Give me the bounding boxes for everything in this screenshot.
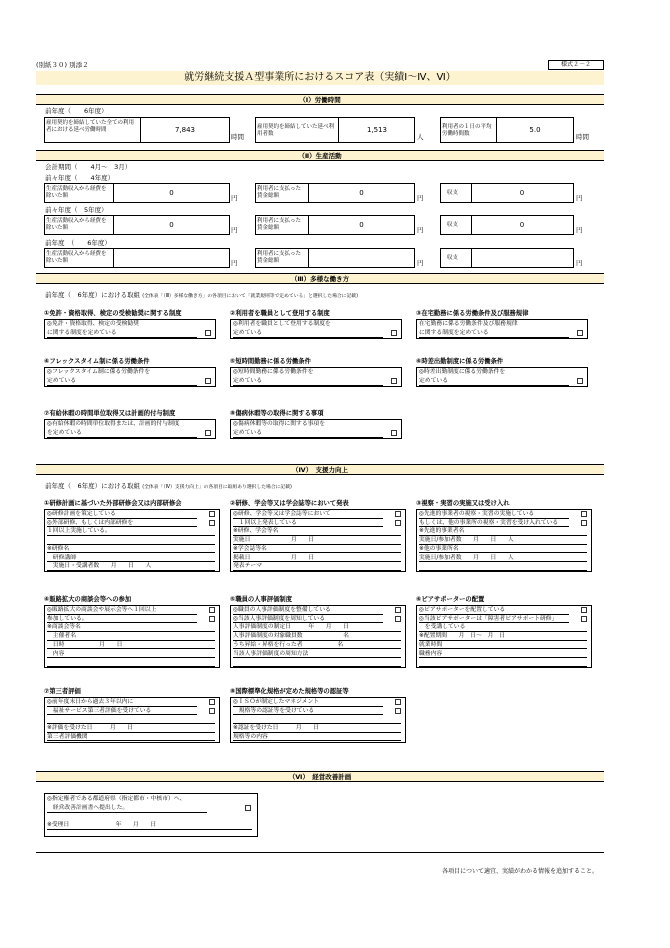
s1-field-1-value: 7,843 [174,126,196,134]
field-text: ※評価を受けた日 月 日 [47,724,215,733]
s4-item-checkbox[interactable] [581,520,587,526]
field-text: 第三者評価機関 [47,733,215,742]
s3-item-box [230,367,402,387]
s2-field-a [44,215,230,235]
field-text: 実施日・受講者数 月 日 人 [47,562,215,571]
s3-item-title: ②利用者を職員として登用する制度 [230,310,330,317]
s3-item-checkbox[interactable] [391,330,397,336]
s4-item-checkbox[interactable] [395,708,401,714]
s4-item-box [44,697,220,743]
s3-item-box [416,367,588,387]
field-text: 前年度（ 6年度）における取組 [45,482,141,490]
field-text: ◎研修計画を策定している [47,510,197,519]
s4-item-box [416,509,592,572]
field-text: ◎指定権者である都道府県（指定都市・中核市）へ、 [47,796,186,802]
field-text: 掲載日 月 日 [233,554,401,563]
s1-field-3 [440,117,574,143]
s3-item-box [44,367,216,387]
field-text: ◎時差出勤制度に係る労働条件を [419,369,506,375]
field-text: ◎利用者を職員として登用する制度を [233,321,331,327]
s4-item-box [230,605,406,668]
field-text: 円 [417,226,424,234]
field-text: 規格等の内容 [233,733,401,742]
s3-item-title: ⑤短時間勤務に係る労働条件 [230,358,311,365]
s2-field-c [440,215,574,235]
field-text [233,658,401,667]
field-text: 参加している。 [47,615,197,624]
field-text: 人事評価制度の対象職員数 名 [233,632,401,641]
field-text: を受講している [419,623,587,632]
field-text: ◎外部研修、もしくは内部研修を [47,519,197,528]
field-text: 実施日/参加者数 月 日 人 [419,554,587,563]
field-text: １回以上発表している [233,519,383,528]
field-text: ◎短時間勤務に係る労働条件を [233,369,314,375]
s4-item-checkbox[interactable] [581,511,587,517]
attachment-note: (別紙３０) 別添２ [36,61,89,69]
field-text: 前年度（ 6年度）における取組 [45,291,141,299]
field-text: 定めている [47,377,197,386]
field-text: を定めている [47,429,197,438]
field-text [47,715,215,724]
s2-row-year: 前々年度（ 4年度） [45,174,115,182]
field-text: 円 [417,194,424,202]
field-text: 定めている [233,429,383,438]
field-text: 時間 [231,133,244,141]
field-text: 円 [231,194,238,202]
field-text: ※受理日 年 月 日 [47,821,252,830]
field-text: ◎ピアサポーターを配置している [419,606,569,615]
field-text [47,658,215,667]
field-text: ※他の事業所名 [419,545,587,554]
field-text: 生産活動収入から経費を除いた額 [46,186,107,199]
field-text: 定めている [419,377,569,386]
field-text: 円 [231,226,238,234]
s4-item-title: ①研修計画に基づいた外部研修会又は内部研修会 [44,500,182,507]
field-text: ◎職員の人事評価制度を整備している [233,606,383,615]
field-text: 生産活動収入から経費を除いた額 [46,218,107,231]
s4-item-checkbox[interactable] [209,699,215,705]
section-head-3: （Ⅲ）多様な働き方 [36,273,604,284]
s3-item-checkbox[interactable] [391,430,397,436]
s4-item-checkbox[interactable] [209,511,215,517]
field-text: に関する制度を定めている [419,329,569,338]
s2-field-b [255,215,415,235]
field-text: 生産活動収入から経費を除いた額 [46,251,107,264]
s4-item-checkbox[interactable] [209,708,215,714]
field-text: ※商談会等名 [47,623,215,632]
s4-item-checkbox[interactable] [395,607,401,613]
field-text: ◎有給休暇の時間単位取得または、計画的付与制度 [47,421,180,427]
field-text: 0 [169,221,174,229]
field-text: 0 [519,221,525,229]
field-text: １回以上実施している。 [47,527,215,536]
field-text: 0 [519,189,525,197]
s4-item-checkbox[interactable] [209,607,215,613]
field-text: 実施日/参加者数 月 日 人 [419,536,587,545]
field-text: 利用者に支払った賃金総額 [257,218,302,231]
field-text: 0 [359,189,364,197]
s4-item-title: ③視察・実習の実施又は受け入れ [416,500,510,507]
s3-item-checkbox[interactable] [205,330,211,336]
s2-period: 会計期間（ 4月～ 3月） [45,163,132,171]
field-text [419,658,587,667]
field-text: 人 [417,133,424,141]
s4-item-title: ⑧国際標準化規格が定めた規格等の認証等 [230,688,349,695]
field-text: 研修講師 [47,554,215,563]
s4-item-checkbox[interactable] [209,616,215,622]
s2-field-a [44,183,230,203]
s3-item-checkbox[interactable] [205,378,211,384]
field-text: 定めている [233,329,383,338]
field-text: ※先進的事業者名 [419,527,587,536]
field-text [419,562,587,571]
s4-item-box [44,605,220,668]
field-text: 内容 [47,650,215,659]
field-text: ◎免許・資格取得、検定の受検勧奨 [47,321,140,327]
field-text: ※研修名 [47,545,215,554]
s3-item-title: ⑧傷病休暇等の取得に関する事項 [230,410,324,417]
field-text: 収支 [447,190,459,196]
field-text: 円 [417,259,424,267]
s6-checkbox[interactable] [245,805,251,811]
field-text: 定めている [233,377,383,386]
field-text: 職務内容 [419,650,587,659]
field-text: 収支 [447,255,459,261]
field-text: 利用者に支払った賃金総額 [257,186,302,199]
s4-item-checkbox[interactable] [395,616,401,622]
section-head-6: （Ⅵ） 経営改善計画 [36,771,604,782]
field-text: 円 [576,194,583,202]
footer-note: 各項目について適宜、実績がわかる情報を追加すること。 [442,868,598,875]
s1-field-2-value: 1,513 [366,126,388,134]
field-text: ※認証を受けた日 月 日 [233,724,401,733]
field-text: 規格等の認証等を受けている [233,707,383,716]
s4-item-checkbox[interactable] [395,699,401,705]
s3-item-title: ⑦有給休暇の時間単位取得又は計画的付与制度 [44,410,176,417]
field-text: 在宅勤務に係る労働条件及び服務規律 [419,321,518,327]
s3-item-title: ③在宅勤務に係る労働条件及び服務規律 [416,310,529,317]
s1-field-3-value: 5.0 [529,126,541,134]
s2-row-year: 前年度 （ 6年度） [45,239,111,247]
field-text: 利用者の１日の平均労働時間数 [442,124,492,137]
s3-item-title: ①免許・資格取得、検定の受検勧奨に関する制度 [44,310,182,317]
s3-intro [45,292,358,300]
field-text: ※研修、学会等名 [233,527,401,536]
field-text: 0 [359,221,364,229]
section-head-1: （Ⅰ）労働時間 [36,94,604,105]
s3-item-title: ④フレックスタイム制に係る労働条件 [44,358,150,365]
field-text: 福祉サービス第三者評価を受けている [47,707,197,716]
s4-item-title: ②研修、学会等又は学会誌等において発表 [230,500,349,507]
field-text: 時間 [576,133,589,141]
s3-item-checkbox[interactable] [577,330,583,336]
s3-item-checkbox[interactable] [205,430,211,436]
s3-item-box [44,319,216,339]
s2-field-a [44,248,230,268]
s3-item-box [230,419,402,439]
s4-item-checkbox[interactable] [395,520,401,526]
s3-item-title: ⑥時差出勤制度に係る労働条件 [416,358,504,365]
field-text: ◎前年度末日から過去３年以内に [47,698,197,707]
field-text: 利用者に支払った賃金総額 [257,251,302,264]
s2-field-c [440,248,574,268]
s4-item-title: ⑤職員の人事評価制度 [230,596,293,603]
s2-field-c [440,183,574,203]
field-text: 日時 月 日 [47,641,215,650]
field-text: ※学会誌等名 [233,545,401,554]
s3-item-checkbox[interactable] [391,378,397,384]
s4-item-box [416,605,592,668]
s4-item-checkbox[interactable] [581,616,587,622]
s2-field-b [255,183,415,203]
field-text: (全体表「（Ⅲ）多様な働き方」の各項目において「就業規則等で定めている」と選択した場合に記載) [142,294,358,299]
field-text: 経営改善計画書へ提出した。 [47,804,207,813]
field-text: ◎傷病休暇等の取得に関する事項を [233,421,326,427]
field-text: 円 [231,259,238,267]
field-text: 雇用契約を締結していた全ての利用者における延べ労働時間 [46,120,135,133]
field-text [233,715,401,724]
field-text: 発表テーマ [233,562,401,571]
field-text [47,536,215,545]
section-head-4: （Ⅳ） 支援力向上 [36,464,604,475]
field-text: 当該人事評価制度の周知方法 [233,650,401,659]
field-text: ◎研修、学会等又は学会誌等において [233,510,383,519]
s4-item-title: ④販路拡大の商談会等への参加 [44,596,132,603]
field-text: 0 [169,189,174,197]
field-text: ◎先進的事業者の視察・実習の実施している [419,510,569,519]
field-text: ◎ＩＳＯが制定したマネジメント [233,698,383,707]
field-text: ◎販路拡大の商談会や展示会等へ１回以上 [47,606,197,615]
field-text: 実施日 月 日 [233,536,401,545]
field-text: ※配置期間 月 日～ 月 日 [419,632,587,641]
s4-item-title: ⑦第三者評価 [44,688,81,695]
s1-field-1 [44,117,230,143]
s4-intro [45,483,292,491]
field-text: 円 [576,259,583,267]
s1-year: 前年度（ 6年度） [45,107,108,115]
field-text: 雇用契約を締結していた延べ利用者数 [257,124,335,137]
field-text: ◎当該ピアサポーターは「障害者ピアサポート研修」 [419,615,569,624]
s4-item-checkbox[interactable] [209,520,215,526]
s4-item-box [44,509,220,572]
field-text: に関する制度を定めている [47,329,197,338]
section-head-2: （Ⅱ）生産活動 [36,150,604,161]
s3-item-box [416,319,588,339]
field-text: うち昇給・昇格を行った者 名 [233,641,401,650]
field-text: 主催者名 [47,632,215,641]
s3-item-checkbox[interactable] [577,378,583,384]
s2-field-b [255,248,415,268]
field-text: ◎フレックスタイム制に係る労働条件を [47,369,151,375]
field-text: 円 [576,226,583,234]
s4-item-box [230,509,406,572]
field-text: 就業時間 [419,641,587,650]
field-text: (全体表「（Ⅳ）支援力向上」の各項目に取組あり選択した場合に記載) [142,485,292,490]
s6-box [44,793,258,837]
s2-row-year: 前々年度（ 5年度） [45,206,108,214]
field-text: 人事評価制度の制定日 年 月 日 [233,623,401,632]
field-text: 収支 [447,222,459,228]
s4-item-checkbox[interactable] [581,607,587,613]
s4-item-box [230,697,406,743]
s4-item-title: ⑥ピアサポーターの配置 [416,596,485,603]
field-text: ◎当該人事評価制度を周知している [233,615,383,624]
s1-field-2 [255,117,415,143]
form-number: 様式２－２ [548,60,604,70]
page-title: 就労継続支援Ａ型事業所におけるスコア表（実績Ⅰ～Ⅳ、Ⅵ） [36,71,604,85]
s4-item-checkbox[interactable] [395,511,401,517]
field-text: もしくは、他の事業所の視察・実習を受け入れている [419,519,569,528]
s3-item-box [44,419,216,439]
s3-item-box [230,319,402,339]
